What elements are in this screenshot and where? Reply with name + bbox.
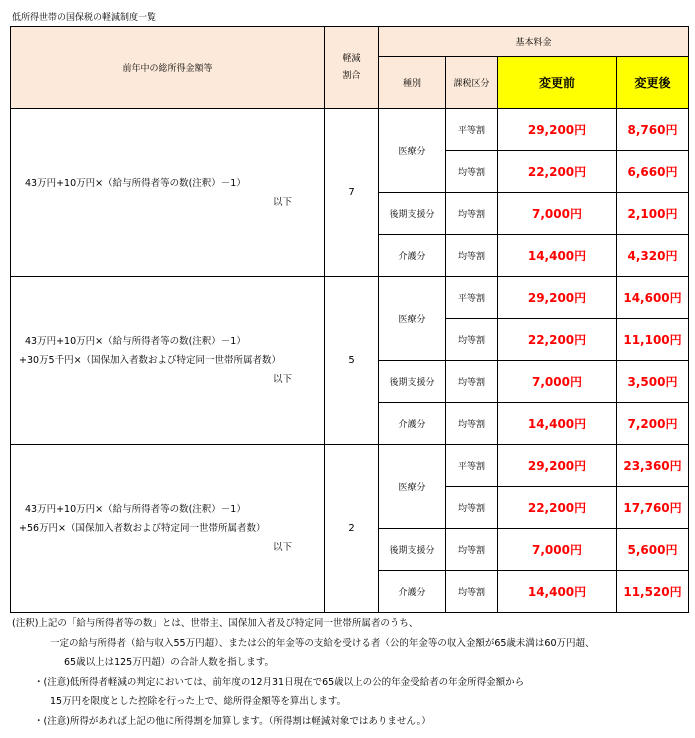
type-cell: 後期支援分 bbox=[379, 529, 446, 571]
after-amount: 5,600円 bbox=[617, 529, 689, 571]
class-cell: 均等割 bbox=[446, 193, 498, 235]
class-cell: 均等割 bbox=[446, 235, 498, 277]
class-cell: 均等割 bbox=[446, 151, 498, 193]
before-amount: 7,000円 bbox=[498, 361, 617, 403]
income-header: 前年中の総所得金額等 bbox=[11, 27, 325, 109]
class-cell: 平等割 bbox=[446, 445, 498, 487]
before-amount: 29,200円 bbox=[498, 445, 617, 487]
before-amount: 22,200円 bbox=[498, 319, 617, 361]
condition-suffix: 以下 bbox=[272, 196, 292, 208]
after-amount: 7,200円 bbox=[617, 403, 689, 445]
notes bbox=[12, 614, 595, 731]
before-amount: 22,200円 bbox=[498, 151, 617, 193]
class-cell: 均等割 bbox=[446, 487, 498, 529]
type-cell: 介護分 bbox=[379, 403, 446, 445]
type-cell: 後期支援分 bbox=[379, 361, 446, 403]
basic-fee-header: 基本料金 bbox=[379, 27, 689, 57]
condition-line1: 43万円+10万円×（給与所得者等の数(注釈）－1） bbox=[25, 177, 246, 189]
page-title: 低所得世帯の国保税の軽減制度一覧 bbox=[12, 13, 157, 23]
before-header: 変更前 bbox=[498, 57, 617, 109]
after-amount: 3,500円 bbox=[617, 361, 689, 403]
class-cell: 平等割 bbox=[446, 109, 498, 151]
note-line: (注釈)上記の「給与所得者等の数」とは、世帯主、国保加入者及び特定同一世帯所属者のうち、 bbox=[12, 618, 419, 629]
class-cell: 均等割 bbox=[446, 403, 498, 445]
note-line: ・(注意)低所得者軽減の判定においては、前年度の12月31日現在で65歳以上の公的年金受給者の年金所得金額から bbox=[34, 676, 525, 688]
class-cell: 平等割 bbox=[446, 277, 498, 319]
after-amount: 23,360円 bbox=[617, 445, 689, 487]
condition-line2: +30万5千円×（国保加入者数および特定同一世帯所属者数） bbox=[19, 355, 282, 366]
income-condition bbox=[11, 277, 325, 445]
condition-line2: +56万円×（国保加入者数および特定同一世帯所属者数） bbox=[19, 523, 266, 534]
income-condition bbox=[11, 109, 325, 277]
reduction-rate: 7 bbox=[325, 109, 379, 277]
note-line: 15万円を限度とした控除を行った上で、総所得金額等を算出します。 bbox=[50, 696, 347, 707]
type-cell: 後期支援分 bbox=[379, 193, 446, 235]
condition-suffix: 以下 bbox=[272, 374, 292, 385]
note-line: 65歳以上は125万円超）の合計人数を指します。 bbox=[64, 657, 274, 668]
before-amount: 14,400円 bbox=[498, 235, 617, 277]
class-cell: 均等割 bbox=[446, 529, 498, 571]
after-header: 変更後 bbox=[617, 57, 689, 109]
type-cell: 介護分 bbox=[379, 571, 446, 613]
income-condition bbox=[11, 445, 325, 613]
before-amount: 7,000円 bbox=[498, 193, 617, 235]
after-amount: 8,760円 bbox=[617, 109, 689, 151]
type-header: 種別 bbox=[379, 57, 446, 109]
type-cell: 介護分 bbox=[379, 235, 446, 277]
reduction-rate: 2 bbox=[325, 445, 379, 613]
note-line: ・(注意)所得があれば上記の他に所得割を加算します。（所得割は軽減対象ではありません。） bbox=[34, 715, 431, 727]
condition-line1: 43万円+10万円×（給与所得者等の数(注釈）－1） bbox=[25, 336, 246, 347]
after-amount: 2,100円 bbox=[617, 193, 689, 235]
reduction-rate: 5 bbox=[325, 277, 379, 445]
after-amount: 14,600円 bbox=[617, 277, 689, 319]
type-cell: 医療分 bbox=[379, 277, 446, 361]
class-cell: 均等割 bbox=[446, 361, 498, 403]
before-amount: 29,200円 bbox=[498, 109, 617, 151]
type-cell: 医療分 bbox=[379, 445, 446, 529]
rate-header-line1: 軽減 bbox=[342, 53, 361, 64]
after-amount: 11,520円 bbox=[617, 571, 689, 613]
after-amount: 6,660円 bbox=[617, 151, 689, 193]
note-line: 一定の給与所得者（給与収入55万円超）、または公的年金等の支給を受ける者（公的年金等の収入金額が65歳未満は60万円超、 bbox=[50, 637, 595, 649]
before-amount: 14,400円 bbox=[498, 403, 617, 445]
class-cell: 均等割 bbox=[446, 571, 498, 613]
before-amount: 7,000円 bbox=[498, 529, 617, 571]
before-amount: 22,200円 bbox=[498, 487, 617, 529]
before-amount: 29,200円 bbox=[498, 277, 617, 319]
rate-header bbox=[325, 27, 379, 109]
before-amount: 14,400円 bbox=[498, 571, 617, 613]
reduction-table bbox=[10, 26, 689, 613]
after-amount: 4,320円 bbox=[617, 235, 689, 277]
class-cell: 均等割 bbox=[446, 319, 498, 361]
after-amount: 11,100円 bbox=[617, 319, 689, 361]
type-cell: 医療分 bbox=[379, 109, 446, 193]
condition-suffix: 以下 bbox=[272, 542, 292, 553]
rate-header-line2: 割合 bbox=[342, 70, 361, 81]
condition-line1: 43万円+10万円×（給与所得者等の数(注釈）－1） bbox=[25, 504, 246, 515]
tax-class-header: 課税区分 bbox=[446, 57, 498, 109]
after-amount: 17,760円 bbox=[617, 487, 689, 529]
